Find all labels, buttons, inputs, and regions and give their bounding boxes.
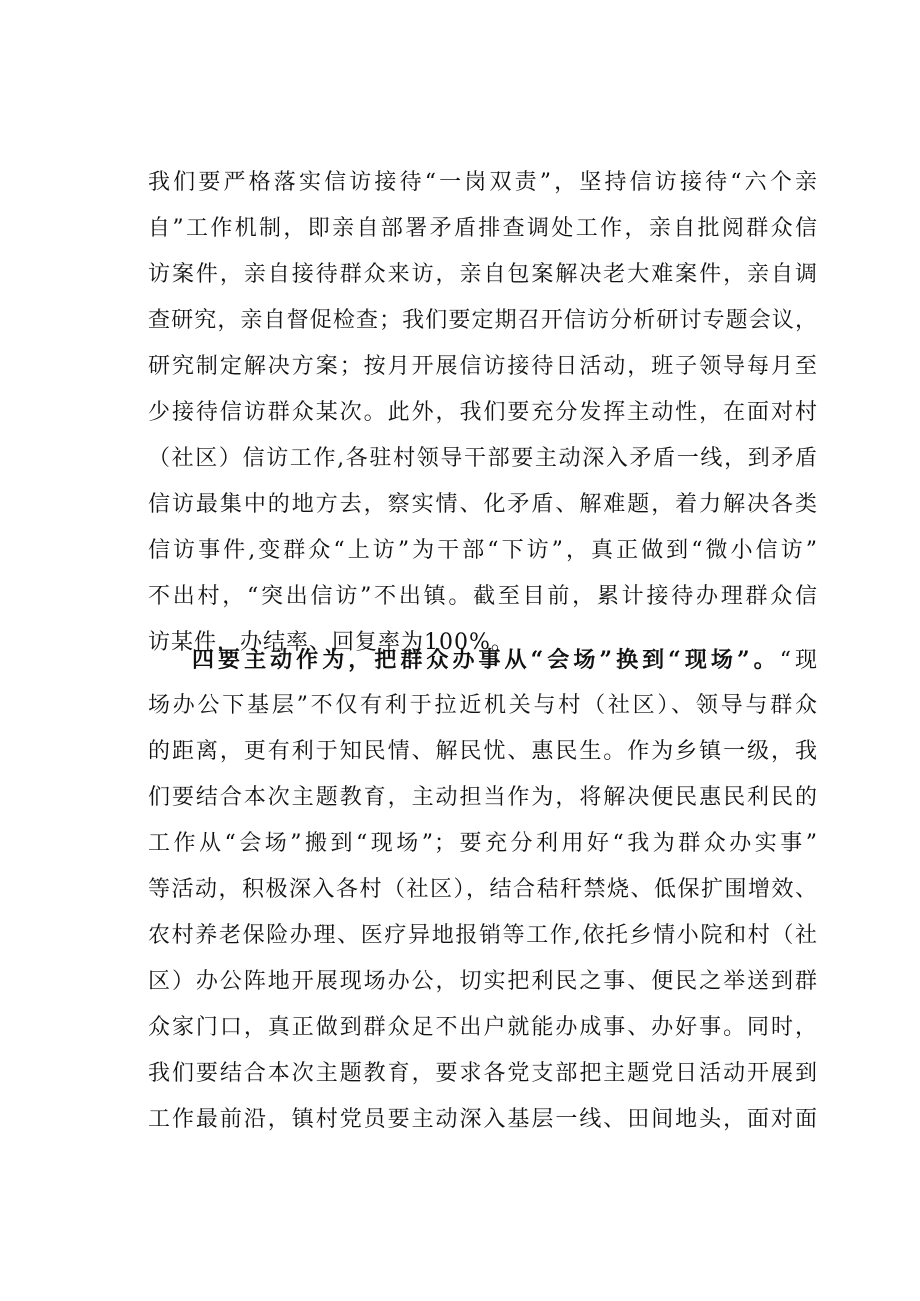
paragraph-line: 信访最集中的地方去，察实情、化矛盾、解难题，着力解决各类 [148,492,818,517]
paragraph-last-line: 访某件，办结率、回复率为100%。 [148,630,514,655]
paragraph-first-line [148,637,818,683]
paragraph-line: 我们要结合本次主题教育，要求各党支部把主题党日活动开展到 [148,1061,818,1086]
paragraph-1 [148,160,818,666]
paragraph-line: 不出村，“突出信访”不出镇。截至目前，累计接待办理群众信 [148,584,818,609]
paragraph-line: 访案件，亲自接待群众来访，亲自包案解决老大难案件，亲自调 [148,262,818,287]
paragraph-line: 场办公下基层”不仅有利于拉近机关与村（社区）、领导与群众 [148,693,818,718]
paragraph-line: 等活动，积极深入各村（社区），结合秸秆禁烧、低保扩围增效、 [148,877,818,902]
section-heading: 四要主动作为，把群众办事从“会场”换到“现场”。 [192,647,780,673]
paragraph-line: 的距离，更有利于知民情、解民忧、惠民生。作为乡镇一级，我 [148,739,818,764]
paragraph-line: 工作最前沿，镇村党员要主动深入基层一线、田间地头，面对面 [148,1107,818,1132]
paragraph-line: 信访事件,变群众“上访”为干部“下访”，真正做到“微小信访” [148,538,818,563]
paragraph-line: 自”工作机制，即亲自部署矛盾排查调处工作，亲自批阅群众信 [148,216,818,241]
paragraph-line: 少接待信访群众某次。此外，我们要充分发挥主动性，在面对村 [148,400,818,425]
paragraph-line: 我们要严格落实信访接待“一岗双责”，坚持信访接待“六个亲 [148,170,818,195]
paragraph-line: 区）办公阵地开展现场办公，切实把利民之事、便民之举送到群 [148,969,818,994]
paragraph-line: 工作从“会场”搬到“现场”；要充分利用好“我为群众办实事” [148,831,818,856]
paragraph-line: 们要结合本次主题教育，主动担当作为，将解决便民惠民利民的 [148,785,818,810]
paragraph-line: （社区）信访工作,各驻村领导干部要主动深入矛盾一线，到矛盾 [148,446,818,471]
heading-line-continuation: “现 [779,648,818,673]
paragraph-line: 查研究，亲自督促检查；我们要定期召开信访分析研讨专题会议， [148,308,818,333]
paragraph-line: 农村养老保险办理、医疗异地报销等工作,依托乡情小院和村（社 [148,923,818,948]
paragraph-line: 众家门口，真正做到群众足不出户就能办成事、办好事。同时， [148,1015,818,1040]
paragraph-line: 研究制定解决方案；按月开展信访接待日活动，班子领导每月至 [148,354,818,379]
paragraph-2 [148,637,818,1143]
